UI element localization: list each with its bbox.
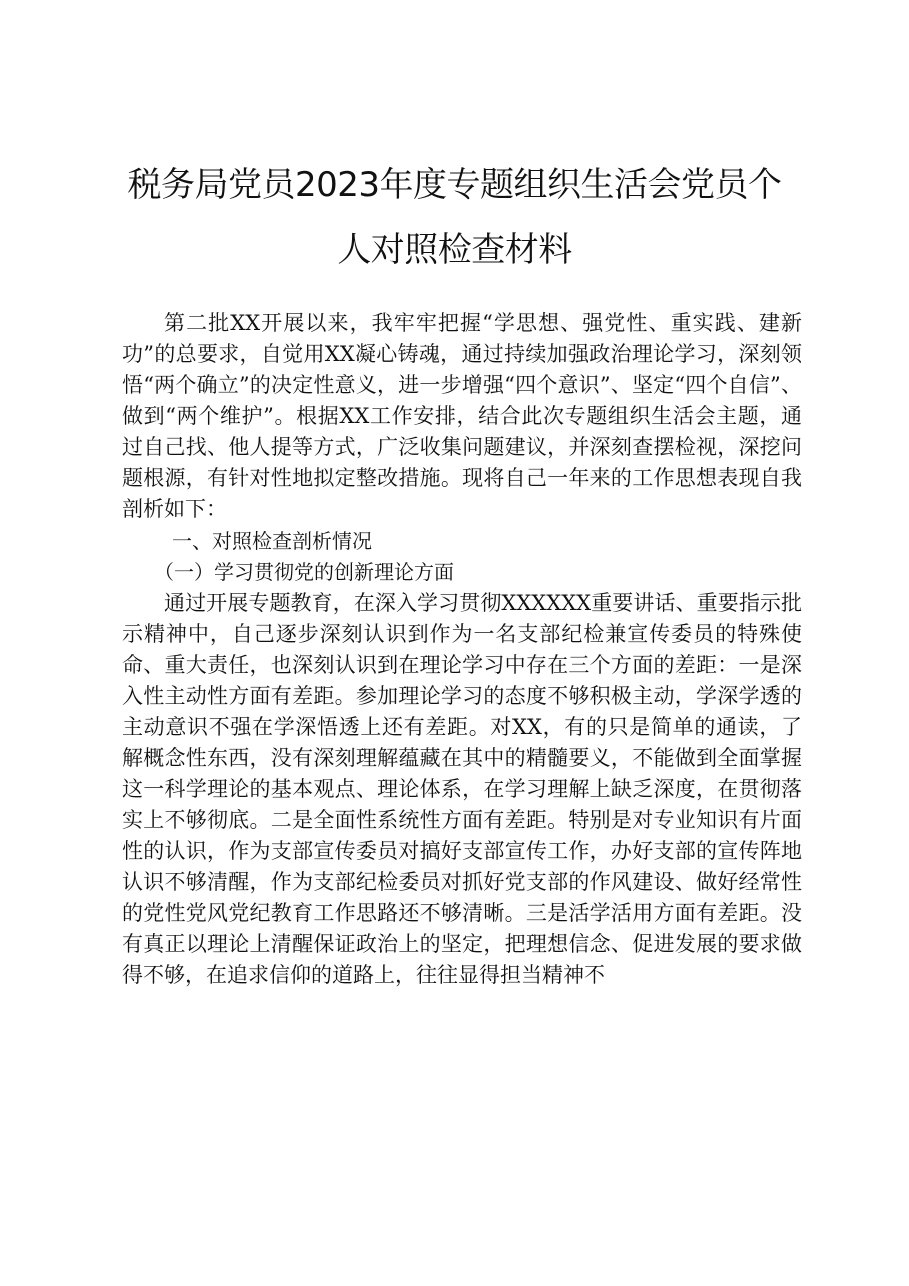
document-title-line-2: 人对照检查材料 xyxy=(337,230,572,270)
section-heading: 一、对照检查剖析情况 xyxy=(172,529,372,553)
intro-paragraph: 第二批XX开展以来，我牢牢把握“学思想、强党性、重实践、建新功”的总要求，自觉用XX凝心铸魂，通过持续加强政治理论学习，深刻领悟“两个确立”的决定性意义，进一步增强“四个意识”、坚定“四个自信”、做到“两个维护”。根据XX工作安排，结合此次专题组织生活会主题，通过自己找、他人提等方式，广泛收集问题建议，并深刻查摆检视，深挖问题根源，有针对性地拟定整改措施。现将自己一年来的工作思想表现自我剖析如下： xyxy=(122,311,802,521)
document-title-line-1: 税务局党员2023年度专题组织生活会党员个 xyxy=(127,165,782,205)
body-paragraph: 通过开展专题教育，在深入学习贯彻XXXXXX重要讲话、重要指示批示精神中，自己逐步深刻认识到作为一名支部纪检兼宣传委员的特殊使命、重大责任，也深刻认识到在理论学习中存在三个方面的差距：一是深入性主动性方面有差距。参加理论学习的态度不够积极主动，学深学透的主动意识不强在学深悟透上还有差距。对XX，有的只是简单的通读，了解概念性东西，没有深刻理解蕴藏在其中的精髓要义，不能做到全面掌握这一科学理论的基本观点、理论体系，在学习理解上缺乏深度，在贯彻落实上不够彻底。二是全面性系统性方面有差距。特别是对专业知识有片面性的认识，作为支部宣传委员对搞好支部宣传工作，办好支部的宣传阵地认识不够清醒，作为支部纪检委员对抓好党支部的作风建设、做好经常性的党性党风党纪教育工作思路还不够清晰。三是活学活用方面有差距。没有真正以理论上清醒保证政治上的坚定，把理想信念、促进发展的要求做得不够，在追求信仰的道路上，往往显得担当精神不 xyxy=(122,591,802,987)
document-body xyxy=(122,308,802,991)
subsection-heading: （一）学习贯彻党的创新理论方面 xyxy=(154,560,454,584)
